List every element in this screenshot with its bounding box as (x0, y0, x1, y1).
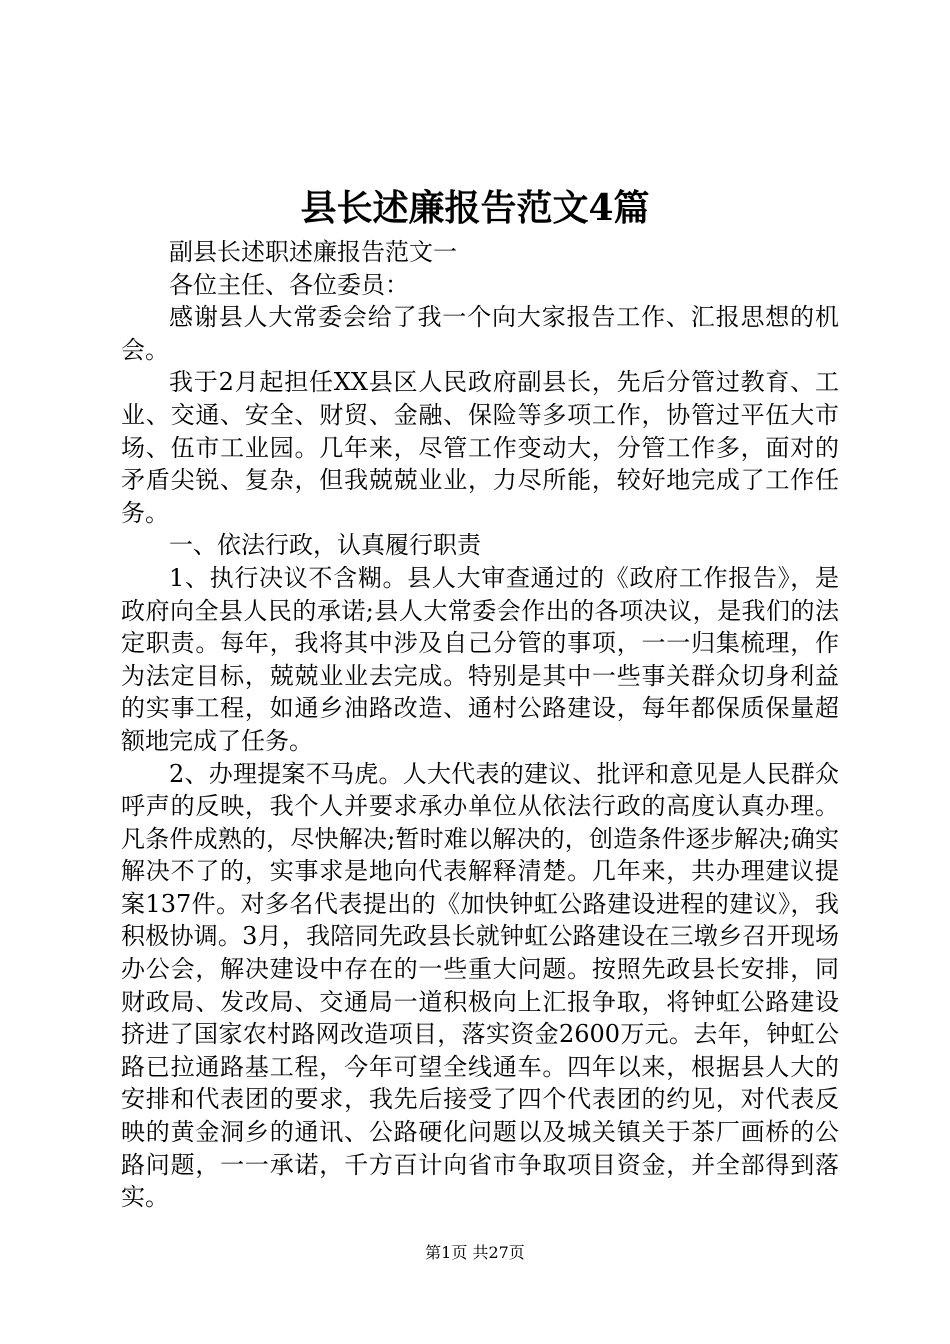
paragraph-item-1: 1、执行决议不含糊。县人大审查通过的《政府工作报告》，是政府向全县人民的承诺;县人大常委会作出的各项决议，是我们的法定职责。每年，我将其中涉及自己分管的事项，一一归集梳理，作为法定目标，兢兢业业去完成。特别是其中一些事关群众切身利益的实事工程，如通乡油路改造、通村公路建设，每年都保质保量超额地完成了任务。 (121, 563, 839, 755)
paragraph-subtitle: 副县长述职述廉报告范文一 (169, 238, 457, 266)
paragraph-item-2: 2、办理提案不马虎。人大代表的建议、批评和意见是人民群众呼声的反映，我个人并要求承办单位从依法行政的高度认真办理。凡条件成熟的，尽快解决;暂时难以解决的，创造条件逐步解决;确实解决不了的，实事求是地向代表解释清楚。几年来，共办理建议提案137件。对多名代表提出的《加快钟虹公路建设进程的建议》，我积极协调。3月，我陪同先政县长就钟虹公路建设在三墩乡召开现场办公会，解决建设中存在的一些重大问题。按照先政县长安排，同财政局、发改局、交通局一道积极向上汇报争取，将钟虹公路建设挤进了国家农村路网改造项目，落实资金2600万元。去年，钟虹公路已拉通路基工程，今年可望全线通车。四年以来，根据县人大的安排和代表团的要求，我先后接受了四个代表团的约见，对代表反映的黄金洞乡的通讯、公路硬化问题以及城关镇关于茶厂画桥的公路问题，一一承诺，千方百计向省市争取项目资金，并全部得到落实。 (121, 759, 839, 1212)
section-heading-1: 一、依法行政，认真履行职责 (169, 531, 481, 560)
paragraph-background: 我于2月起担任XX县区人民政府副县长，先后分管过教育、工业、交通、安全、财贸、金融、保险等多项工作，协管过平伍大市场、伍市工业园。几年来，尽管工作变动大，分管工作多，面对的矛盾尖锐、复杂，但我兢兢业业，力尽所能，较好地完成了工作任务。 (121, 368, 839, 527)
paragraph-salutation: 各位主任、各位委员： (169, 270, 409, 299)
document-title: 县长述廉报告范文4篇 (300, 187, 650, 229)
paragraph-thanks: 感谢县人大常委会给了我一个向大家报告工作、汇报思想的机会。 (121, 303, 839, 364)
document-body (121, 236, 839, 1214)
page-footer: 第1页 共27页 (425, 1243, 525, 1262)
